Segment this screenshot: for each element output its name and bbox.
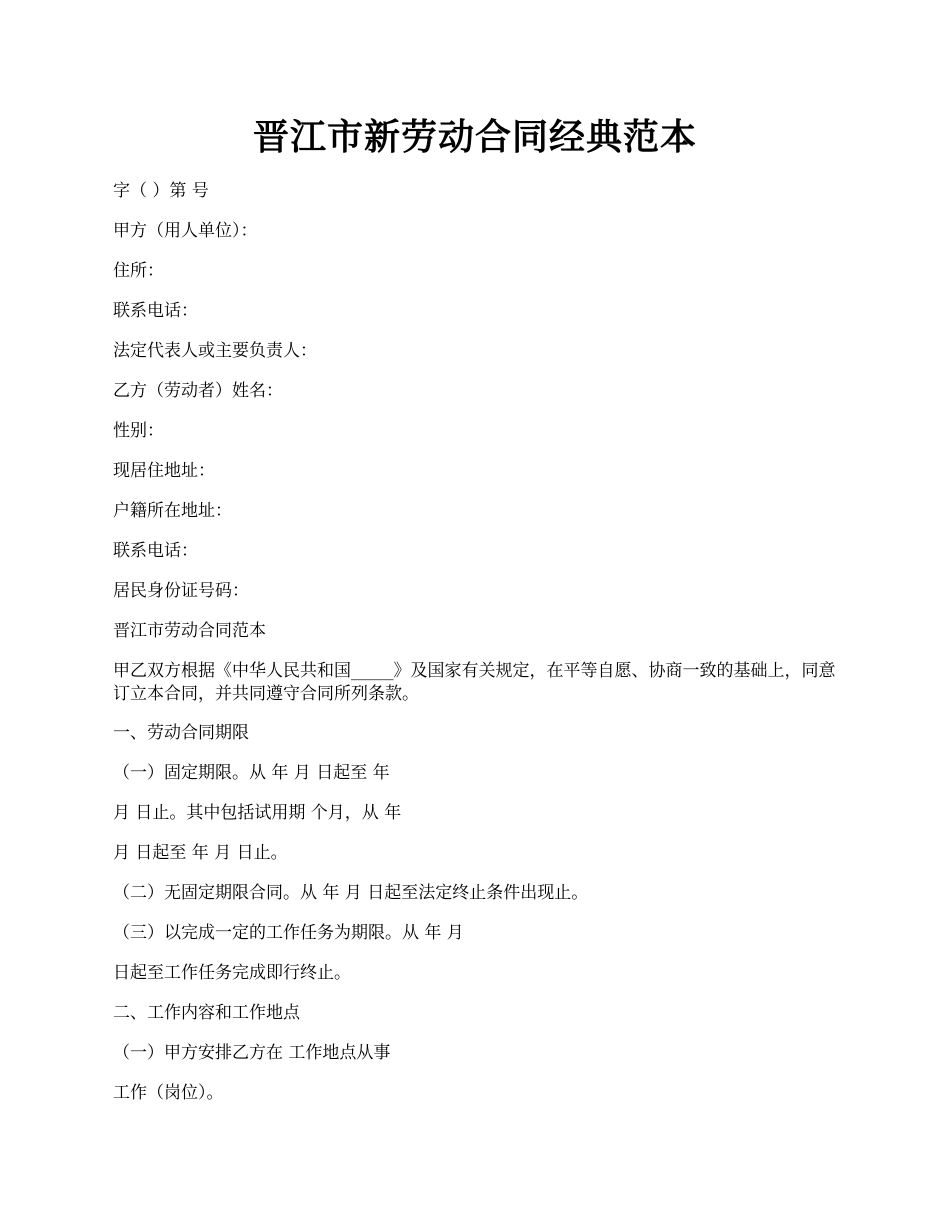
section-heading-contract-term: 一、劳动合同期限 — [113, 723, 249, 743]
text-line-task-end: 日起至工作任务完成即行终止。 — [113, 963, 351, 983]
text-line-phone-a: 联系电话： — [113, 301, 198, 321]
text-line-legal-representative: 法定代表人或主要负责人： — [113, 341, 317, 361]
text-line-probation: 月 日止。其中包括试用期 个月，从 年 — [113, 803, 402, 823]
text-line-id-number: 居民身份证号码： — [113, 581, 249, 601]
text-line-address: 住所： — [113, 261, 164, 281]
text-line-household-address: 户籍所在地址： — [113, 501, 232, 521]
section-heading-work-content: 二、工作内容和工作地点 — [113, 1003, 300, 1023]
text-line-party-b-name: 乙方（劳动者）姓名： — [113, 381, 283, 401]
text-line-position: 工作（岗位）。 — [113, 1083, 224, 1103]
text-line-work-location: （一）甲方安排乙方在 工作地点从事 — [113, 1043, 391, 1063]
text-line-probation-end: 月 日起至 年 月 日止。 — [113, 843, 288, 863]
text-line-template-heading: 晋江市劳动合同范本 — [113, 621, 266, 641]
text-line-open-ended: （二）无固定期限合同。从 年 月 日起至法定终止条件出现止。 — [113, 883, 589, 903]
text-line-gender: 性别： — [113, 421, 164, 441]
text-paragraph-preamble: 甲乙双方根据《中华人民共和国_____》及国家有关规定，在平等自愿、协商一致的基础上，同意订立本合同，并共同遵守合同所列条款。 — [113, 661, 836, 704]
text-line-party-a: 甲方（用人单位）： — [113, 221, 258, 241]
text-line-phone-b: 联系电话： — [113, 541, 198, 561]
text-line-current-address: 现居住地址： — [113, 461, 215, 481]
text-line-contract-number: 字（ ）第 号 — [113, 181, 209, 201]
text-line-task-based: （三）以完成一定的工作任务为期限。从 年 月 — [113, 923, 464, 943]
document-title: 晋江市新劳动合同经典范本 — [252, 116, 697, 158]
text-line-fixed-term: （一）固定期限。从 年 月 日起至 年 — [113, 763, 390, 783]
